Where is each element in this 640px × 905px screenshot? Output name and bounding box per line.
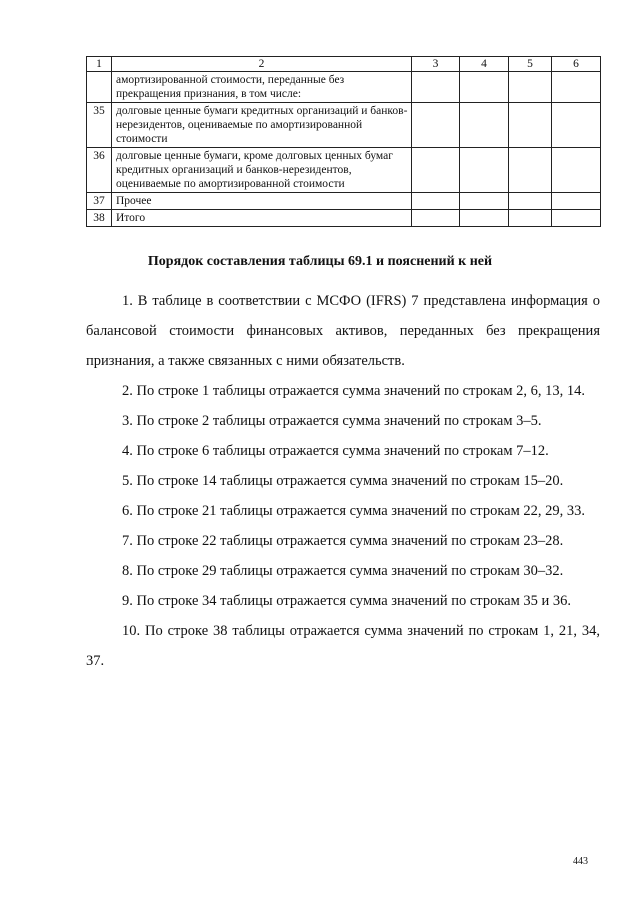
table-cell [552,148,601,193]
table-row [87,103,601,148]
table-cell [552,210,601,227]
table-cell [412,148,460,193]
table-cell [460,148,509,193]
table-cell [509,103,552,148]
paragraph-6: 6. По строке 21 таблицы отражается сумма значений по строкам 22, 29, 33. [122,503,586,519]
table-cell [412,103,460,148]
paragraph-1: 1. В таблице в соответствии с МСФО (IFRS) 7 представлена информация о балансовой стоимости финансовых активов, переданных без прекращения признания, а также связанных с ними обязательств. [86,293,600,369]
row-description: долговые ценные бумаги, кроме долговых ценных бумаг кредитных организаций и банков-нерезидентов, оцениваемые по амортизированной стоимости [112,148,412,193]
row-number: 36 [87,148,112,193]
row-description: амортизированной стоимости, переданные без прекращения признания, в том числе: [112,72,412,103]
row-number: 37 [87,193,112,210]
row-description: Прочее [112,193,412,210]
data-table [86,56,601,227]
table-cell [412,72,460,103]
row-description: долговые ценные бумаги кредитных организаций и банков-нерезидентов, оцениваемые по амортизированной стоимости [112,103,412,148]
paragraph-9: 9. По строке 34 таблицы отражается сумма значений по строкам 35 и 36. [122,593,572,609]
row-number: 38 [87,210,112,227]
table-header-row [87,57,601,72]
table-row [87,193,601,210]
table-cell [460,210,509,227]
table-cell [412,193,460,210]
paragraph-10: 10. По строке 38 таблицы отражается сумма значений по строкам 1, 21, 34, 37. [86,623,600,669]
table-row [87,148,601,193]
table-cell [552,193,601,210]
table-cell [509,193,552,210]
header-cell: 1 [87,57,112,72]
paragraph-4: 4. По строке 6 таблицы отражается сумма значений по строкам 7–12. [122,443,549,459]
paragraph-3: 3. По строке 2 таблицы отражается сумма значений по строкам 3–5. [122,413,542,429]
table-cell [412,210,460,227]
paragraph-2: 2. По строке 1 таблицы отражается сумма значений по строкам 2, 6, 13, 14. [122,383,586,399]
table-cell [460,193,509,210]
row-number [87,72,112,103]
header-cell: 5 [509,57,552,72]
table-cell [509,210,552,227]
table-cell [552,72,601,103]
table-row [87,72,601,103]
header-cell: 6 [552,57,601,72]
row-description: Итого [112,210,412,227]
row-number: 35 [87,103,112,148]
header-cell: 4 [460,57,509,72]
table-cell [509,148,552,193]
page-number: 443 [573,856,588,867]
paragraph-8: 8. По строке 29 таблицы отражается сумма значений по строкам 30–32. [122,563,564,579]
table-cell [509,72,552,103]
table-cell [460,72,509,103]
table-row [87,210,601,227]
header-cell: 3 [412,57,460,72]
header-cell: 2 [112,57,412,72]
paragraph-7: 7. По строке 22 таблицы отражается сумма значений по строкам 23–28. [122,533,564,549]
table-cell [460,103,509,148]
section-title: Порядок составления таблицы 69.1 и пояснений к ней [147,254,493,269]
table-cell [552,103,601,148]
paragraph-5: 5. По строке 14 таблицы отражается сумма значений по строкам 15–20. [122,473,564,489]
